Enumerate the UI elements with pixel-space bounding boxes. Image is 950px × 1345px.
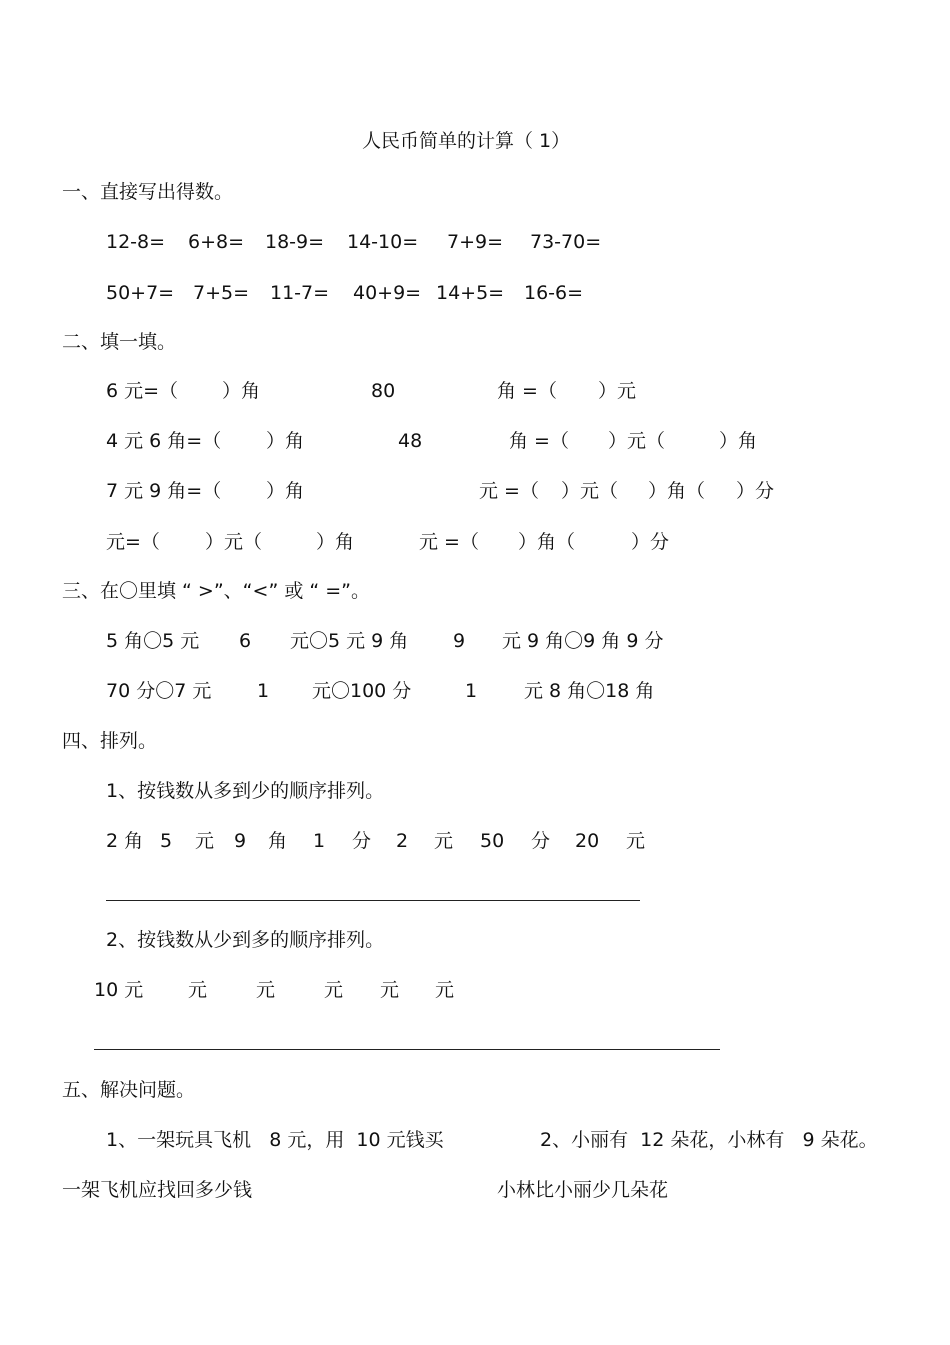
section-heading: 二、填一填。 xyxy=(62,331,177,353)
arithmetic-item: 11-7= xyxy=(270,282,330,304)
arithmetic-item: 6+8= xyxy=(188,231,245,253)
compare-item: 1 xyxy=(465,680,478,702)
fill-item: ）角（ xyxy=(518,531,576,553)
fill-item: 48 xyxy=(398,430,423,452)
money-item: 元 xyxy=(256,979,276,1001)
compare-item: 6 xyxy=(239,630,252,652)
answer-line[interactable] xyxy=(94,1049,720,1050)
money-item: 元 xyxy=(195,830,215,852)
fill-item: 80 xyxy=(371,380,396,402)
money-item: 元 xyxy=(435,979,455,1001)
arithmetic-item: 7+5= xyxy=(193,282,250,304)
money-item: 元 xyxy=(626,830,646,852)
money-item: 元 xyxy=(188,979,208,1001)
problem-text: 小林比小丽少几朵花 xyxy=(497,1179,669,1201)
fill-item: 元=（ xyxy=(106,531,160,553)
fill-item: ）元（ xyxy=(561,480,619,502)
fill-item: ）角 xyxy=(266,480,305,502)
arithmetic-item: 7+9= xyxy=(447,231,504,253)
fill-item: 6 元=（ xyxy=(106,380,179,402)
money-item: 分 xyxy=(531,830,551,852)
section-heading: 四、排列。 xyxy=(62,730,158,752)
arithmetic-item: 73-70= xyxy=(530,231,602,253)
fill-item: 7 元 9 角=（ xyxy=(106,480,222,502)
compare-item: 元 8 角〇18 角 xyxy=(524,680,655,702)
problem-text: 1、一架玩具飞机 8 元，用 10 元钱买 xyxy=(106,1129,444,1151)
money-item: 元 xyxy=(380,979,400,1001)
question-prompt: 2、按钱数从少到多的顺序排列。 xyxy=(106,929,385,951)
problem-text: 一架飞机应找回多少钱 xyxy=(62,1179,253,1201)
money-item: 5 xyxy=(160,830,173,852)
compare-item: 9 xyxy=(453,630,466,652)
money-item: 分 xyxy=(352,830,372,852)
money-item: 20 xyxy=(575,830,600,852)
question-prompt: 1、按钱数从多到少的顺序排列。 xyxy=(106,780,385,802)
money-item: 50 xyxy=(480,830,505,852)
problem-text: 2、小丽有 12 朵花，小林有 9 朵花。 xyxy=(540,1129,878,1151)
money-item: 9 xyxy=(234,830,247,852)
section-heading: 三、在〇里填 “ >”、“<” 或 “ =”。 xyxy=(62,580,371,602)
arithmetic-item: 14+5= xyxy=(436,282,505,304)
fill-item: ）元（ xyxy=(608,430,666,452)
money-item: 元 xyxy=(324,979,344,1001)
fill-item: ）元 xyxy=(598,380,637,402)
fill-item: ）分 xyxy=(736,480,775,502)
money-item: 元 xyxy=(434,830,454,852)
arithmetic-item: 18-9= xyxy=(265,231,325,253)
fill-item: ）角 xyxy=(222,380,261,402)
money-item: 2 xyxy=(396,830,409,852)
arithmetic-item: 14-10= xyxy=(347,231,419,253)
fill-item: ）角 xyxy=(719,430,758,452)
compare-item: 5 角〇5 元 xyxy=(106,630,200,652)
fill-item: 元 =（ xyxy=(479,480,539,502)
fill-item: 元 =（ xyxy=(419,531,479,553)
compare-item: 70 分〇7 元 xyxy=(106,680,212,702)
arithmetic-item: 50+7= xyxy=(106,282,175,304)
compare-item: 元 9 角〇9 角 9 分 xyxy=(502,630,664,652)
compare-item: 1 xyxy=(257,680,270,702)
compare-item: 元〇5 元 9 角 xyxy=(290,630,409,652)
compare-item: 元〇100 分 xyxy=(312,680,412,702)
fill-item: ）分 xyxy=(631,531,670,553)
arithmetic-item: 40+9= xyxy=(353,282,422,304)
fill-item: 角 =（ xyxy=(497,380,557,402)
fill-item: 4 元 6 角=（ xyxy=(106,430,222,452)
section-heading: 五、解决问题。 xyxy=(62,1079,196,1101)
arithmetic-item: 16-6= xyxy=(524,282,584,304)
money-item: 1 xyxy=(313,830,326,852)
fill-item: ）元（ xyxy=(205,531,263,553)
answer-line[interactable] xyxy=(106,900,640,901)
arithmetic-item: 12-8= xyxy=(106,231,166,253)
section-heading: 一、直接写出得数。 xyxy=(62,181,234,203)
money-item: 10 元 xyxy=(94,979,144,1001)
page-title: 人民币简单的计算（ 1） xyxy=(362,130,571,152)
fill-item: ）角 xyxy=(266,430,305,452)
fill-item: ）角 xyxy=(316,531,355,553)
fill-item: ）角（ xyxy=(648,480,706,502)
money-item: 角 xyxy=(268,830,288,852)
fill-item: 角 =（ xyxy=(509,430,569,452)
money-item: 2 角 xyxy=(106,830,144,852)
